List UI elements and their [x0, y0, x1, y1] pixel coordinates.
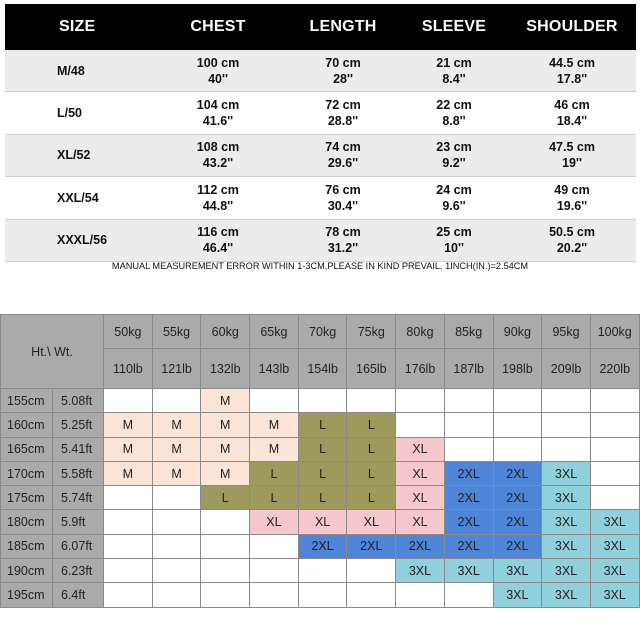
- recommended-size-cell: 3XL: [493, 559, 542, 583]
- recommended-size-cell: [493, 437, 542, 461]
- recommended-size-cell: [542, 389, 591, 413]
- recommended-size-cell: [347, 583, 396, 607]
- weight-kg-header: 80kg: [396, 315, 445, 349]
- recommended-size-cell: [444, 437, 493, 461]
- shoulder-cell: [508, 92, 636, 134]
- shoulder-cm-value: 46 cm: [554, 98, 590, 113]
- shoulder-cell: [508, 219, 636, 261]
- recommended-size-cell: 3XL: [590, 583, 639, 607]
- weight-kg-header: 75kg: [347, 315, 396, 349]
- length-cell: [286, 50, 400, 92]
- recommended-size-cell: 3XL: [542, 461, 591, 485]
- header-size: SIZE: [5, 4, 150, 50]
- weight-lb-header: 209lb: [542, 349, 591, 389]
- length-inch-value: 28.8'': [327, 114, 359, 129]
- recommended-size-cell: L: [298, 486, 347, 510]
- chest-inch-value: 40'': [208, 71, 228, 86]
- recommended-size-cell: M: [104, 413, 153, 437]
- recommended-size-cell: 2XL: [444, 486, 493, 510]
- shoulder-inch-value: 18.4'': [556, 114, 588, 129]
- recommended-size-cell: 3XL: [493, 583, 542, 607]
- chest-cell: [150, 219, 286, 261]
- recommended-size-cell: [104, 486, 153, 510]
- height-weight-chart: [0, 314, 640, 608]
- recommended-size-cell: M: [152, 461, 201, 485]
- recommended-size-cell: [152, 559, 201, 583]
- recommended-size-cell: [347, 559, 396, 583]
- size-row: [5, 134, 636, 176]
- shoulder-inch-value: 17.8'': [556, 71, 588, 86]
- weight-kg-header: 85kg: [444, 315, 493, 349]
- recommended-size-cell: 2XL: [444, 461, 493, 485]
- length-inch-value: 28'': [333, 71, 353, 86]
- recommended-size-cell: 2XL: [444, 534, 493, 558]
- shoulder-cm-value: 50.5 cm: [549, 225, 595, 240]
- weight-lb-header: 165lb: [347, 349, 396, 389]
- recommended-size-cell: [152, 486, 201, 510]
- recommended-size-cell: M: [152, 413, 201, 437]
- recommended-size-cell: [152, 389, 201, 413]
- weight-lb-header: 154lb: [298, 349, 347, 389]
- sleeve-inch-value: 10'': [444, 241, 464, 256]
- chest-cell: [150, 134, 286, 176]
- chest-cell: [150, 50, 286, 92]
- length-cm-value: 74 cm: [325, 140, 361, 155]
- recommended-size-cell: [104, 389, 153, 413]
- sleeve-cm-value: 25 cm: [436, 225, 472, 240]
- recommended-size-cell: 2XL: [493, 461, 542, 485]
- header-shoulder: SHOULDER: [508, 4, 636, 50]
- chest-cell: [150, 177, 286, 219]
- recommended-size-cell: [250, 389, 299, 413]
- length-inch-value: 31.2'': [327, 241, 359, 256]
- recommended-size-cell: L: [250, 486, 299, 510]
- recommended-size-cell: 3XL: [542, 534, 591, 558]
- weight-kg-header-row: [1, 315, 640, 349]
- recommended-size-cell: 2XL: [396, 534, 445, 558]
- recommended-size-cell: [104, 583, 153, 607]
- size-label: M/48: [5, 50, 150, 92]
- height-weight-corner-label: Ht.\ Wt.: [1, 315, 104, 389]
- weight-lb-header: 121lb: [152, 349, 201, 389]
- weight-lb-header: 143lb: [250, 349, 299, 389]
- height-row: [1, 534, 640, 558]
- weight-kg-header: 100kg: [590, 315, 639, 349]
- recommended-size-cell: 3XL: [542, 510, 591, 534]
- size-row: [5, 92, 636, 134]
- sleeve-inch-value: 8.4'': [442, 71, 466, 86]
- sleeve-cell: [400, 92, 508, 134]
- height-ft-label: 6.07ft: [53, 534, 104, 558]
- height-row: [1, 461, 640, 485]
- chest-cm-value: 108 cm: [196, 140, 240, 155]
- recommended-size-cell: [152, 534, 201, 558]
- recommended-size-cell: M: [104, 461, 153, 485]
- shoulder-inch-value: 19.6'': [556, 198, 588, 213]
- header-chest: CHEST: [150, 4, 286, 50]
- length-cm-value: 78 cm: [325, 225, 361, 240]
- height-row: [1, 583, 640, 607]
- recommended-size-cell: XL: [396, 461, 445, 485]
- recommended-size-cell: [201, 534, 250, 558]
- chest-cm-value: 112 cm: [197, 182, 239, 197]
- recommended-size-cell: M: [104, 437, 153, 461]
- recommended-size-cell: L: [347, 461, 396, 485]
- sleeve-cell: [400, 219, 508, 261]
- recommended-size-cell: [298, 389, 347, 413]
- recommended-size-cell: L: [298, 461, 347, 485]
- recommended-size-cell: XL: [396, 486, 445, 510]
- size-row: [5, 177, 636, 219]
- recommended-size-cell: 3XL: [444, 559, 493, 583]
- height-cm-label: 180cm: [1, 510, 53, 534]
- chest-inch-value: 46.4'': [202, 241, 234, 256]
- recommended-size-cell: [201, 510, 250, 534]
- sleeve-cm-value: 21 cm: [436, 55, 472, 70]
- recommended-size-cell: 2XL: [493, 534, 542, 558]
- sleeve-cm-value: 22 cm: [436, 98, 472, 113]
- recommended-size-cell: XL: [396, 510, 445, 534]
- height-ft-label: 5.74ft: [53, 486, 104, 510]
- chest-inch-value: 43.2'': [202, 156, 234, 171]
- shoulder-cm-value: 49 cm: [554, 182, 590, 197]
- size-row: [5, 50, 636, 92]
- chest-cell: [150, 92, 286, 134]
- recommended-size-cell: L: [347, 437, 396, 461]
- sleeve-cm-value: 23 cm: [436, 140, 472, 155]
- shoulder-inch-value: 20.2'': [556, 241, 588, 256]
- weight-kg-header: 55kg: [152, 315, 201, 349]
- size-table-header: [5, 4, 636, 50]
- chest-inch-value: 41.6'': [202, 114, 234, 129]
- height-ft-label: 5.41ft: [53, 437, 104, 461]
- recommended-size-cell: [152, 583, 201, 607]
- recommended-size-cell: [104, 559, 153, 583]
- chest-inch-value: 44.8'': [202, 198, 234, 213]
- recommended-size-cell: [201, 559, 250, 583]
- height-cm-label: 155cm: [1, 389, 53, 413]
- height-cm-label: 165cm: [1, 437, 53, 461]
- header-sleeve: SLEEVE: [400, 4, 508, 50]
- weight-lb-header: 176lb: [396, 349, 445, 389]
- sleeve-inch-value: 9.6'': [442, 198, 466, 213]
- recommended-size-cell: [201, 583, 250, 607]
- height-ft-label: 6.23ft: [53, 559, 104, 583]
- recommended-size-cell: L: [347, 413, 396, 437]
- recommended-size-cell: 2XL: [493, 486, 542, 510]
- recommended-size-cell: [104, 510, 153, 534]
- height-row: [1, 389, 640, 413]
- height-row: [1, 413, 640, 437]
- sleeve-inch-value: 9.2'': [442, 156, 466, 171]
- recommended-size-cell: [250, 559, 299, 583]
- height-ft-label: 5.9ft: [53, 510, 104, 534]
- height-row: [1, 486, 640, 510]
- size-label: XXL/54: [5, 177, 150, 219]
- recommended-size-cell: M: [201, 389, 250, 413]
- recommended-size-cell: [250, 583, 299, 607]
- recommended-size-cell: [493, 413, 542, 437]
- recommended-size-cell: [250, 534, 299, 558]
- recommended-size-cell: 3XL: [590, 534, 639, 558]
- recommended-size-cell: M: [201, 461, 250, 485]
- recommended-size-cell: 2XL: [347, 534, 396, 558]
- recommended-size-cell: [396, 413, 445, 437]
- weight-lb-header: 110lb: [104, 349, 153, 389]
- recommended-size-cell: [444, 413, 493, 437]
- recommended-size-cell: 2XL: [493, 510, 542, 534]
- size-measurement-table: [5, 4, 636, 262]
- height-cm-label: 175cm: [1, 486, 53, 510]
- recommended-size-cell: L: [201, 486, 250, 510]
- recommended-size-cell: [590, 413, 639, 437]
- shoulder-cell: [508, 50, 636, 92]
- height-ft-label: 5.08ft: [53, 389, 104, 413]
- recommended-size-cell: [396, 583, 445, 607]
- recommended-size-cell: XL: [396, 437, 445, 461]
- weight-kg-header: 60kg: [201, 315, 250, 349]
- length-cell: [286, 92, 400, 134]
- length-cm-value: 72 cm: [325, 98, 361, 113]
- recommended-size-cell: XL: [298, 510, 347, 534]
- recommended-size-cell: [493, 389, 542, 413]
- recommended-size-cell: [396, 389, 445, 413]
- recommended-size-cell: XL: [250, 510, 299, 534]
- weight-kg-header: 65kg: [250, 315, 299, 349]
- size-label: XXXL/56: [5, 219, 150, 261]
- recommended-size-cell: M: [201, 437, 250, 461]
- recommended-size-cell: 3XL: [542, 583, 591, 607]
- weight-lb-header: 220lb: [590, 349, 639, 389]
- chest-cm-value: 104 cm: [196, 98, 240, 113]
- recommended-size-cell: L: [347, 486, 396, 510]
- header-length: LENGTH: [286, 4, 400, 50]
- recommended-size-cell: [152, 510, 201, 534]
- shoulder-cell: [508, 177, 636, 219]
- size-label: XL/52: [5, 134, 150, 176]
- recommended-size-cell: L: [298, 413, 347, 437]
- sleeve-inch-value: 8.8'': [442, 114, 466, 129]
- recommended-size-cell: L: [298, 437, 347, 461]
- measurement-note: MANUAL MEASUREMENT ERROR WITHIN 1-3CM,PLEASE IN KIND PREVAIL. 1INCH(IN.)=2.54CM: [111, 261, 529, 271]
- height-cm-label: 185cm: [1, 534, 53, 558]
- weight-lb-header: 198lb: [493, 349, 542, 389]
- length-cell: [286, 177, 400, 219]
- recommended-size-cell: 3XL: [590, 559, 639, 583]
- shoulder-cell: [508, 134, 636, 176]
- recommended-size-cell: [298, 583, 347, 607]
- recommended-size-cell: [298, 559, 347, 583]
- recommended-size-cell: 3XL: [590, 510, 639, 534]
- shoulder-inch-value: 19'': [562, 156, 582, 171]
- shoulder-cm-value: 44.5 cm: [549, 55, 595, 70]
- weight-kg-header: 70kg: [298, 315, 347, 349]
- recommended-size-cell: M: [250, 437, 299, 461]
- weight-lb-header: 132lb: [201, 349, 250, 389]
- length-cell: [286, 219, 400, 261]
- size-label: L/50: [5, 92, 150, 134]
- recommended-size-cell: [444, 389, 493, 413]
- recommended-size-cell: M: [250, 413, 299, 437]
- recommended-size-cell: [542, 437, 591, 461]
- height-cm-label: 195cm: [1, 583, 53, 607]
- height-ft-label: 6.4ft: [53, 583, 104, 607]
- recommended-size-cell: 2XL: [298, 534, 347, 558]
- height-row: [1, 559, 640, 583]
- height-cm-label: 160cm: [1, 413, 53, 437]
- height-cm-label: 170cm: [1, 461, 53, 485]
- height-row: [1, 437, 640, 461]
- weight-kg-header: 95kg: [542, 315, 591, 349]
- recommended-size-cell: M: [152, 437, 201, 461]
- recommended-size-cell: [542, 413, 591, 437]
- size-row: [5, 219, 636, 261]
- recommended-size-cell: 3XL: [542, 559, 591, 583]
- length-inch-value: 29.6'': [327, 156, 359, 171]
- recommended-size-cell: [347, 389, 396, 413]
- weight-kg-header: 50kg: [104, 315, 153, 349]
- recommended-size-cell: XL: [347, 510, 396, 534]
- sleeve-cm-value: 24 cm: [436, 182, 472, 197]
- height-row: [1, 510, 640, 534]
- sleeve-cell: [400, 134, 508, 176]
- length-cell: [286, 134, 400, 176]
- height-ft-label: 5.58ft: [53, 461, 104, 485]
- recommended-size-cell: [590, 437, 639, 461]
- recommended-size-cell: 3XL: [396, 559, 445, 583]
- length-cm-value: 76 cm: [325, 182, 361, 197]
- sleeve-cell: [400, 177, 508, 219]
- length-cm-value: 70 cm: [325, 55, 361, 70]
- recommended-size-cell: 3XL: [542, 486, 591, 510]
- chest-cm-value: 116 cm: [197, 225, 239, 240]
- recommended-size-cell: [590, 461, 639, 485]
- length-inch-value: 30.4'': [327, 198, 359, 213]
- recommended-size-cell: [444, 583, 493, 607]
- sleeve-cell: [400, 50, 508, 92]
- shoulder-cm-value: 47.5 cm: [549, 140, 595, 155]
- weight-kg-header: 90kg: [493, 315, 542, 349]
- height-ft-label: 5.25ft: [53, 413, 104, 437]
- recommended-size-cell: L: [250, 461, 299, 485]
- chest-cm-value: 100 cm: [196, 55, 240, 70]
- weight-lb-header: 187lb: [444, 349, 493, 389]
- recommended-size-cell: 2XL: [444, 510, 493, 534]
- height-cm-label: 190cm: [1, 559, 53, 583]
- recommended-size-cell: [590, 389, 639, 413]
- recommended-size-cell: [104, 534, 153, 558]
- recommended-size-cell: M: [201, 413, 250, 437]
- recommended-size-cell: [590, 486, 639, 510]
